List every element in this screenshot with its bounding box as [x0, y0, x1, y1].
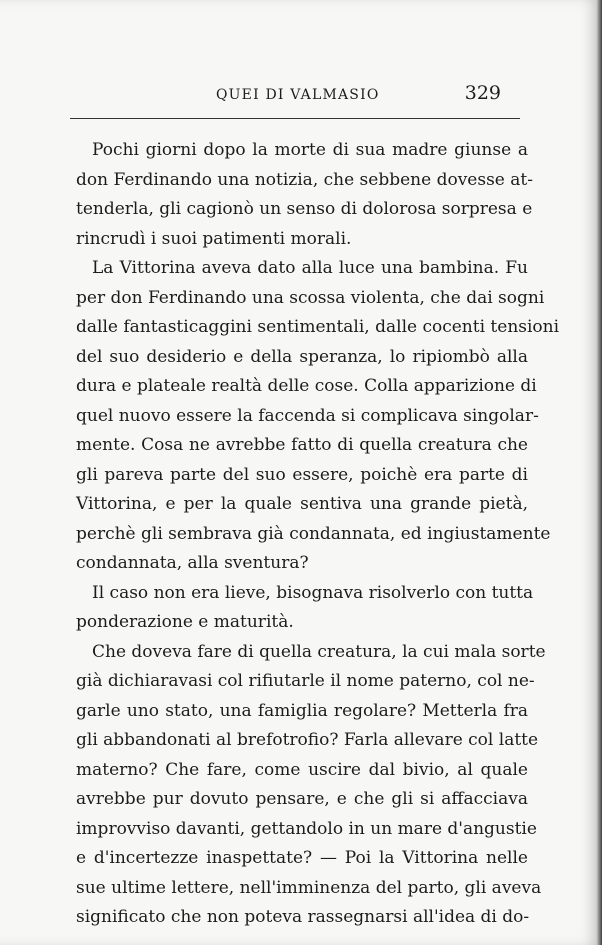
- text-line: Il caso non era lieve, bisognava risolverlo con tutta: [92, 582, 534, 603]
- text-line: Che doveva fare di quella creatura, la cui mala sorte: [92, 641, 546, 662]
- text-line: dura e plateale realtà delle cose. Colla apparizione di: [76, 376, 537, 396]
- text-line: quel nuovo essere la faccenda si complicava singolar-: [76, 405, 539, 426]
- text-line: del suo desiderio e della speranza, lo ripiombò alla: [76, 346, 528, 367]
- text-line: Pochi giorni dopo la morte di sua madre giunse a: [92, 140, 528, 160]
- page-edge-shadow: [596, 0, 602, 945]
- text-line: sue ultime lettere, nell'imminenza del parto, gli aveva: [76, 877, 542, 898]
- text-line: Vittorina, e per la quale sentiva una grande pietà,: [76, 494, 528, 514]
- running-title: QUEI DI VALMASIO: [216, 87, 380, 103]
- text-line: già dichiaravasi col rifiutarle il nome paterno, col ne-: [76, 671, 535, 691]
- text-line: perchè gli sembrava già condannata, ed ingiustamente: [76, 523, 551, 544]
- text-line: materno? Che fare, come uscire dal bivio, al quale: [76, 759, 528, 780]
- page-number: 329: [464, 82, 501, 104]
- header-rule: [70, 118, 520, 119]
- text-line: avrebbe pur dovuto pensare, e che gli si affacciava: [76, 789, 528, 809]
- text-line: significato che non poteva rassegnarsi all'idea di do-: [76, 907, 530, 927]
- text-line: gli pareva parte del suo essere, poichè era parte di: [76, 464, 528, 485]
- text-line: ponderazione e maturità.: [76, 612, 294, 632]
- text-line: dalle fantasticaggini sentimentali, dalle cocenti tensioni: [76, 317, 560, 337]
- text-line: La Vittorina aveva dato alla luce una bambina. Fu: [92, 258, 528, 278]
- text-line: rincrudì i suoi patimenti morali.: [76, 228, 352, 249]
- text-line: tenderla, gli cagionò un senso di dolorosa sorpresa e: [76, 199, 533, 219]
- text-line: gli abbandonati al brefotrofio? Farla allevare col latte: [76, 730, 539, 750]
- text-line: condannata, alla sventura?: [76, 553, 309, 573]
- text-line: e d'incertezze inaspettate? — Poi la Vittorina nelle: [76, 848, 528, 868]
- text-line: per don Ferdinando una scossa violenta, che dai sogni: [76, 287, 545, 308]
- body-text: [76, 136, 560, 933]
- text-line: garle uno stato, una famiglia regolare? Metterla fra: [76, 700, 528, 721]
- text-line: improvviso davanti, gettandolo in un mare d'angustie: [76, 818, 537, 839]
- page-header: [216, 82, 521, 106]
- text-line: don Ferdinando una notizia, che sebbene dovesse at-: [76, 169, 533, 190]
- text-line: mente. Cosa ne avrebbe fatto di quella creatura che: [76, 435, 528, 455]
